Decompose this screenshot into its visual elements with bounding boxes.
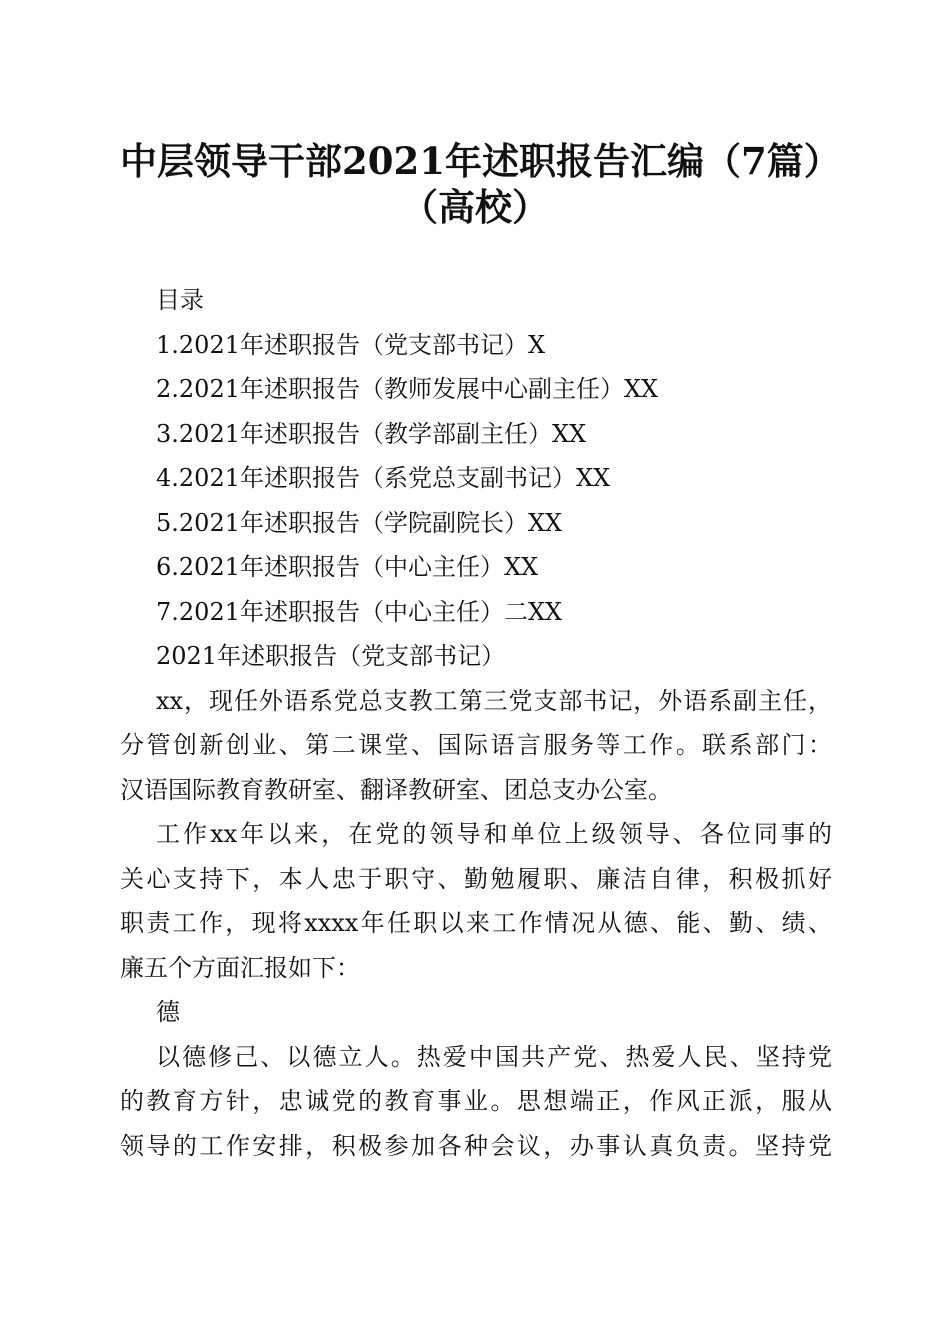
toc-item-5: 5.2021年述职报告（学院副院长）XX xyxy=(156,508,563,537)
paragraph3-line2: 的教育方针，忠诚党的教育事业。思想端正，作风正派，服从 xyxy=(120,1087,832,1115)
paragraph3-line1: 以德修己、以德立人。热爱中国共产党、热爱人民、坚持党 xyxy=(156,1042,832,1071)
document-title-line2: （高校） xyxy=(401,185,549,229)
paragraph2-line3: 职责工作，现将xxxx年任职以来工作情况从德、能、勤、绩、 xyxy=(120,909,832,937)
toc-item-2: 2.2021年述职报告（教师发展中心副主任）XX xyxy=(156,375,659,403)
document-title-line1: 中层领导干部2021年述职报告汇编（7篇） xyxy=(120,139,841,183)
paragraph3-line3: 领导的工作安排，积极参加各种会议，办事认真负责。坚持党 xyxy=(120,1131,832,1160)
paragraph1-line2: 分管创新创业、第二课堂、国际语言服务等工作。联系部门： xyxy=(120,731,832,759)
toc-item-3: 3.2021年述职报告（教学部副主任）XX xyxy=(156,419,587,448)
toc-heading: 目录 xyxy=(156,286,204,314)
paragraph1-line1: xx，现任外语系党总支教工第三党支部书记，外语系副主任， xyxy=(156,686,832,715)
paragraph2-line4: 廉五个方面汇报如下： xyxy=(120,953,360,982)
paragraph2-line1: 工作xx年以来，在党的领导和单位上级领导、各位同事的 xyxy=(156,820,832,848)
section-heading: 2021年述职报告（党支部书记） xyxy=(156,642,506,670)
toc-item-6: 6.2021年述职报告（中心主任）XX xyxy=(156,553,539,581)
paragraph1-line3: 汉语国际教育教研室、翻译教研室、团总支办公室。 xyxy=(120,775,672,804)
subheading-de: 德 xyxy=(156,998,180,1026)
paragraph2-line2: 关心支持下，本人忠于职守、勤勉履职、廉洁自律，积极抓好 xyxy=(120,864,832,893)
toc-item-4: 4.2021年述职报告（系党总支副书记）XX xyxy=(156,464,611,492)
toc-item-1: 1.2021年述职报告（党支部书记）X xyxy=(156,330,546,359)
toc-item-7: 7.2021年述职报告（中心主任）二XX xyxy=(156,597,563,626)
document-body xyxy=(120,278,832,1168)
